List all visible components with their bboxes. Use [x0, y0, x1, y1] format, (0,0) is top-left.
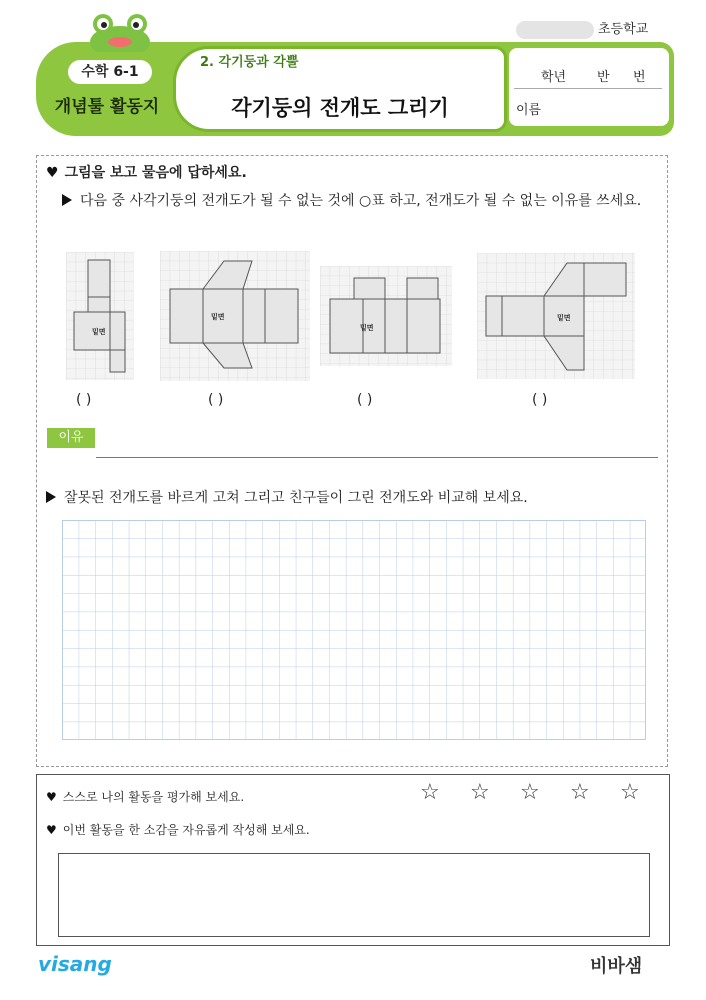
net-diagram-4	[477, 253, 635, 379]
frog-mascot-icon	[88, 12, 152, 52]
name-label[interactable]: 이름	[516, 103, 542, 118]
school-suffix: 초등학교	[598, 22, 649, 37]
heart-icon: ♥	[46, 165, 59, 181]
section-prompt	[46, 162, 247, 182]
net-1-base-label: 밑면	[92, 328, 106, 336]
star-3-icon[interactable]: ☆	[520, 780, 540, 805]
section-prompt-text: 그림을 보고 물음에 답하세요.	[64, 165, 247, 181]
net-3-base-label: 밑면	[360, 324, 374, 332]
drawing-grid[interactable]	[62, 520, 646, 740]
star-5-icon[interactable]: ☆	[620, 780, 640, 805]
school-name-field[interactable]	[516, 21, 594, 39]
page-title: 각기둥의 전개도 그리기	[231, 96, 449, 120]
net-diagram-1	[66, 252, 134, 380]
sheet-type: 개념툴 활동지	[54, 97, 160, 117]
self-eval-text: 스스로 나의 활동을 평가해 보세요.	[62, 790, 245, 804]
heart-icon: ♥	[46, 823, 57, 837]
heart-icon: ♥	[46, 790, 57, 804]
chapter-label: 2. 각기둥과 각뿔	[200, 55, 299, 70]
subject-badge: 수학 6-1	[68, 60, 152, 84]
class-label: 반	[597, 70, 610, 85]
answer-blank-2[interactable]: ( )	[208, 392, 224, 408]
question-1-text: 다음 중 사각기둥의 전개도가 될 수 없는 것에 ○표 하고, 전개도가 될 수 없는 이유를 쓰세요.	[80, 193, 642, 209]
answer-blank-3[interactable]: ( )	[357, 392, 373, 408]
net-2-base-label: 밑면	[211, 313, 225, 321]
star-2-icon[interactable]: ☆	[470, 780, 490, 805]
info-divider	[514, 88, 662, 89]
star-4-icon[interactable]: ☆	[570, 780, 590, 805]
question-2-text: 잘못된 전개도를 바르게 고쳐 그리고 친구들이 그린 전개도와 비교해 보세요.	[64, 490, 528, 506]
impression-prompt	[46, 821, 310, 838]
question-2	[46, 487, 666, 507]
reason-tag: 이유	[47, 428, 95, 448]
answer-blank-1[interactable]: ( )	[76, 392, 92, 408]
impression-text: 이번 활동을 한 소감을 자유롭게 작성해 보세요.	[62, 823, 310, 837]
net-4-base-label: 밑면	[557, 314, 571, 322]
net-diagram-2	[160, 251, 310, 381]
bibasam-logo: 비바샘	[590, 956, 643, 977]
triangle-bullet-icon	[62, 194, 72, 206]
answer-blank-4[interactable]: ( )	[532, 392, 548, 408]
visang-logo: visang	[38, 952, 112, 976]
reason-writing-line[interactable]	[96, 457, 658, 458]
question-1	[62, 188, 666, 214]
triangle-bullet-icon	[46, 491, 56, 503]
grade-label: 학년	[541, 70, 567, 85]
net-diagram-3	[320, 266, 452, 366]
impression-textbox[interactable]	[58, 853, 650, 937]
star-1-icon[interactable]: ☆	[420, 780, 440, 805]
self-eval-prompt	[46, 788, 244, 805]
number-label: 번	[633, 70, 646, 85]
